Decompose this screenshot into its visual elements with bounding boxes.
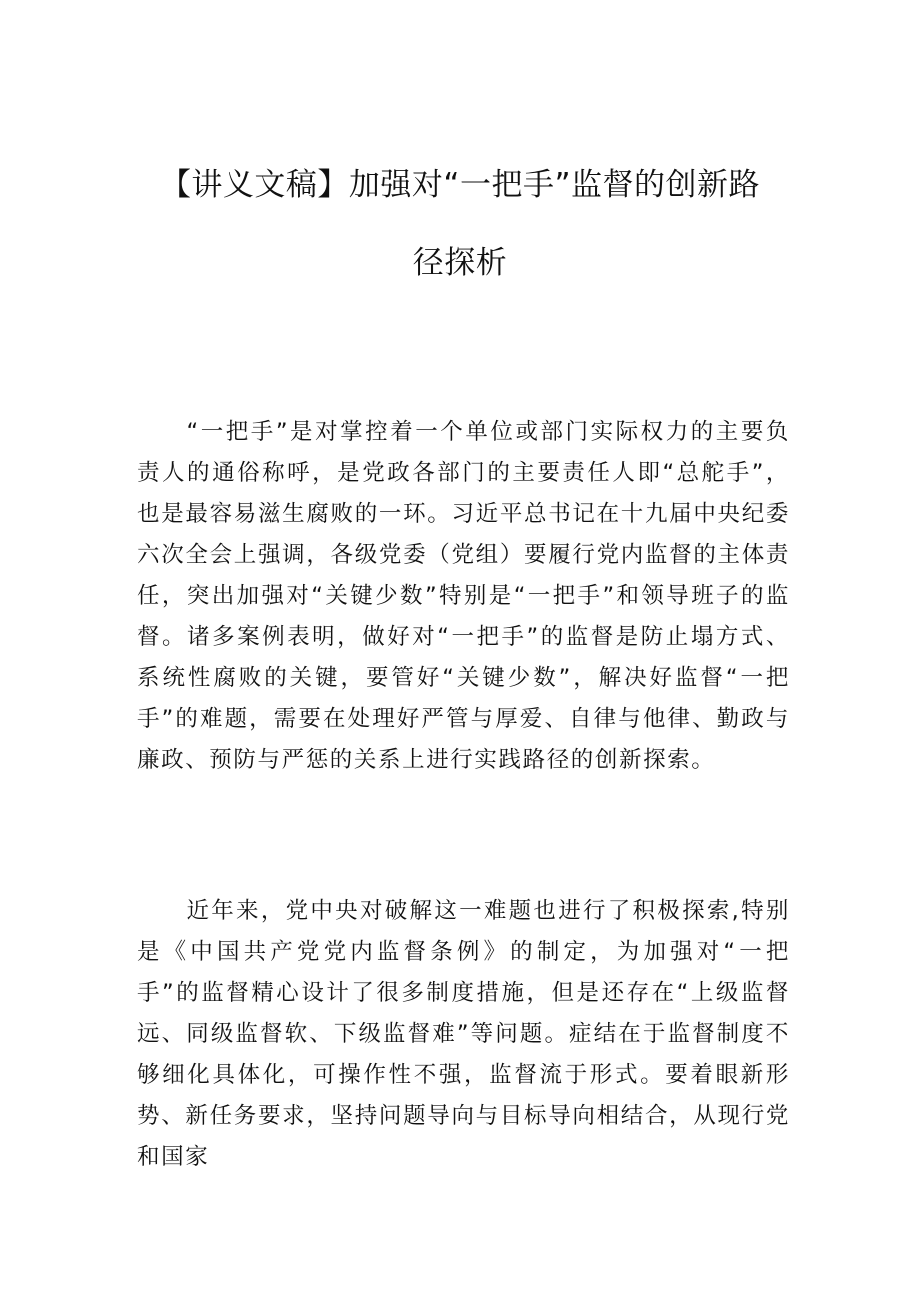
document-title-line-1: 【讲义文稿】加强对“一把手”监督的创新路 (159, 167, 761, 203)
body-paragraph-1: “一把手”是对掌控着一个单位或部门实际权力的主要负责人的通俗称呼，是党政各部门的主要责任人即“总舵手”，也是最容易滋生腐败的一环。习近平总书记在十九届中央纪委六次全会上强调，各级党委（党组）要履行党内监督的主体责任，突出加强对“关键少数”特别是“一把手”和领导班子的监督。诸多案例表明，做好对“一把手”的监督是防止塌方式、系统性腐败的关键，要管好“关键少数”，解决好监督“一把手”的难题，需要在处理好严管与厚爱、自律与他律、勤政与廉政、预防与严惩的关系上进行实践路径的创新探索。 (137, 419, 790, 773)
document-title-line-2: 径探析 (412, 245, 508, 281)
body-paragraph-2: 近年来，党中央对破解这一难题也进行了积极探索,特别是《中国共产党党内监督条例》的制定，为加强对“一把手”的监督精心设计了很多制度措施，但是还存在“上级监督远、同级监督软、下级监督难”等问题。症结在于监督制度不够细化具体化，可操作性不强，监督流于形式。要着眼新形势、新任务要求，坚持问题导向与目标导向相结合，从现行党和国家 (137, 898, 790, 1170)
document-title (110, 146, 810, 302)
